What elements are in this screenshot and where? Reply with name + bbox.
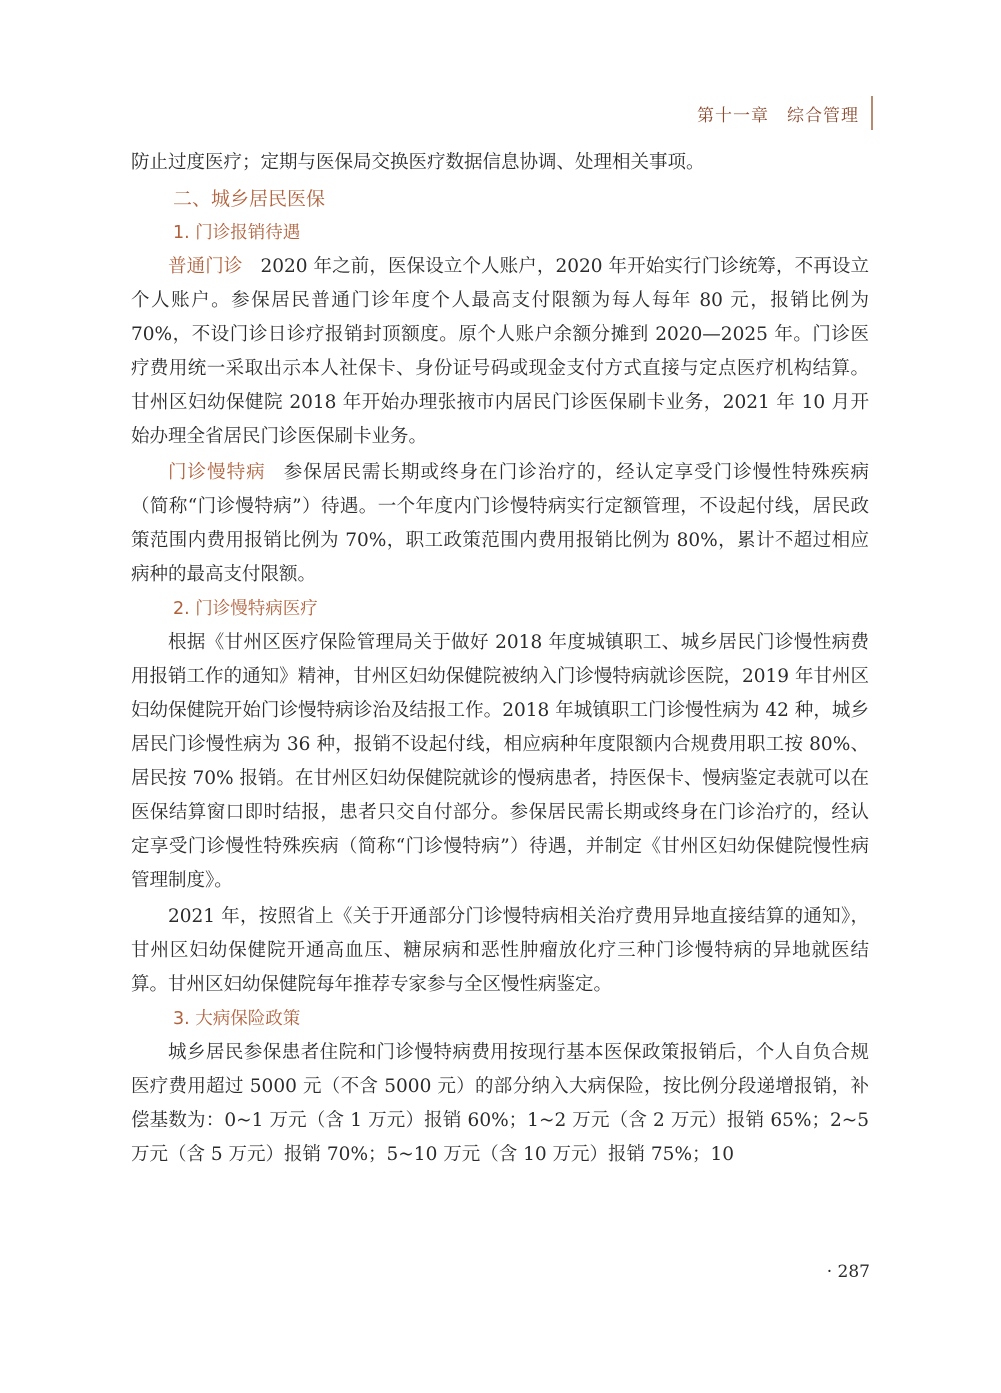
paragraph-major-illness: 城乡居民参保患者住院和门诊慢特病费用按现行基本医保政策报销后，个人自负合规医疗费用超过 5000 元（不含 5000 元）的部分纳入大病保险，按比例分段递增报销，补偿基数为：0~1 万元（含 1 万元）报销 60%；1~2 万元（含 2 万元）报销 65%；2~5 万元（含 5 万元）报销 70%；5~10 万元（含 10 万元）报销 75%；10 [131, 1042, 869, 1165]
header-divider [871, 96, 873, 130]
page-number: · 287 [826, 1262, 870, 1282]
paragraph-outpatient-general [131, 250, 869, 454]
paragraph-lead: 门诊慢特病 [168, 462, 266, 483]
paragraph-continuation: 防止过度医疗；定期与医保局交换医疗数据信息协调、处理相关事项。 [131, 152, 705, 173]
paragraph-lead: 普通门诊 [168, 256, 243, 277]
page-body [131, 146, 869, 1172]
paragraph-chronic-disease [131, 456, 869, 592]
section-heading: 二、城乡居民医保 [173, 188, 326, 210]
paragraph-text: 2020 年之前，医保设立个人账户，2020 年开始实行门诊统筹，不再设立个人账户。参保居民普通门诊年度个人最高支付限额为每人每年 80 元，报销比例为 70%，不设门诊日诊疗报销封顶额度。原个人账户余额分摊到 2020—2025 年。门诊医疗费用统一采取出示本人社保卡、身份证号码或现金支付方式直接与定点医疗机构结算。甘州区妇幼保健院 2018 年开始办理张掖市内居民门诊医保刷卡业务，2021 年 10 月开始办理全省居民门诊医保刷卡业务。 [131, 256, 869, 447]
paragraph-text: 参保居民需长期或终身在门诊治疗的，经认定享受门诊慢性特殊疾病（简称“门诊慢特病”）待遇。一个年度内门诊慢特病实行定额管理，不设起付线，居民政策范围内费用报销比例为 70%，职工政策范围内费用报销比例为 80%，累计不超过相应病种的最高支付限额。 [131, 462, 869, 585]
chapter-title: 第十一章 综合管理 [697, 105, 859, 126]
running-header [697, 96, 873, 130]
subsection-heading-1: 1. 门诊报销待遇 [173, 223, 301, 243]
subsection-heading-2: 2. 门诊慢特病医疗 [173, 599, 318, 619]
paragraph-chronic-care: 根据《甘州区医疗保险管理局关于做好 2018 年度城镇职工、城乡居民门诊慢性病费用报销工作的通知》精神，甘州区妇幼保健院被纳入门诊慢特病就诊医院，2019 年甘州区妇幼保健院开始门诊慢特病诊治及结报工作。2018 年城镇职工门诊慢性病为 42 种，城乡居民门诊慢性病为 36 种，报销不设起付线，相应病种年度限额内合规费用职工按 80%、居民按 70% 报销。在甘州区妇幼保健院就诊的慢病患者，持医保卡、慢病鉴定表就可以在医保结算窗口即时结报，患者只交自付部分。参保居民需长期或终身在门诊治疗的，经认定享受门诊慢性特殊疾病（简称“门诊慢特病”）待遇，并制定《甘州区妇幼保健院慢性病管理制度》。 [131, 632, 869, 891]
subsection-heading-3: 3. 大病保险政策 [173, 1009, 301, 1029]
paragraph-remote-settlement: 2021 年，按照省上《关于开通部分门诊慢特病相关治疗费用异地直接结算的通知》，甘州区妇幼保健院开通高血压、糖尿病和恶性肿瘤放化疗三种门诊慢特病的异地就医结算。甘州区妇幼保健院每年推荐专家参与全区慢性病鉴定。 [131, 906, 869, 995]
